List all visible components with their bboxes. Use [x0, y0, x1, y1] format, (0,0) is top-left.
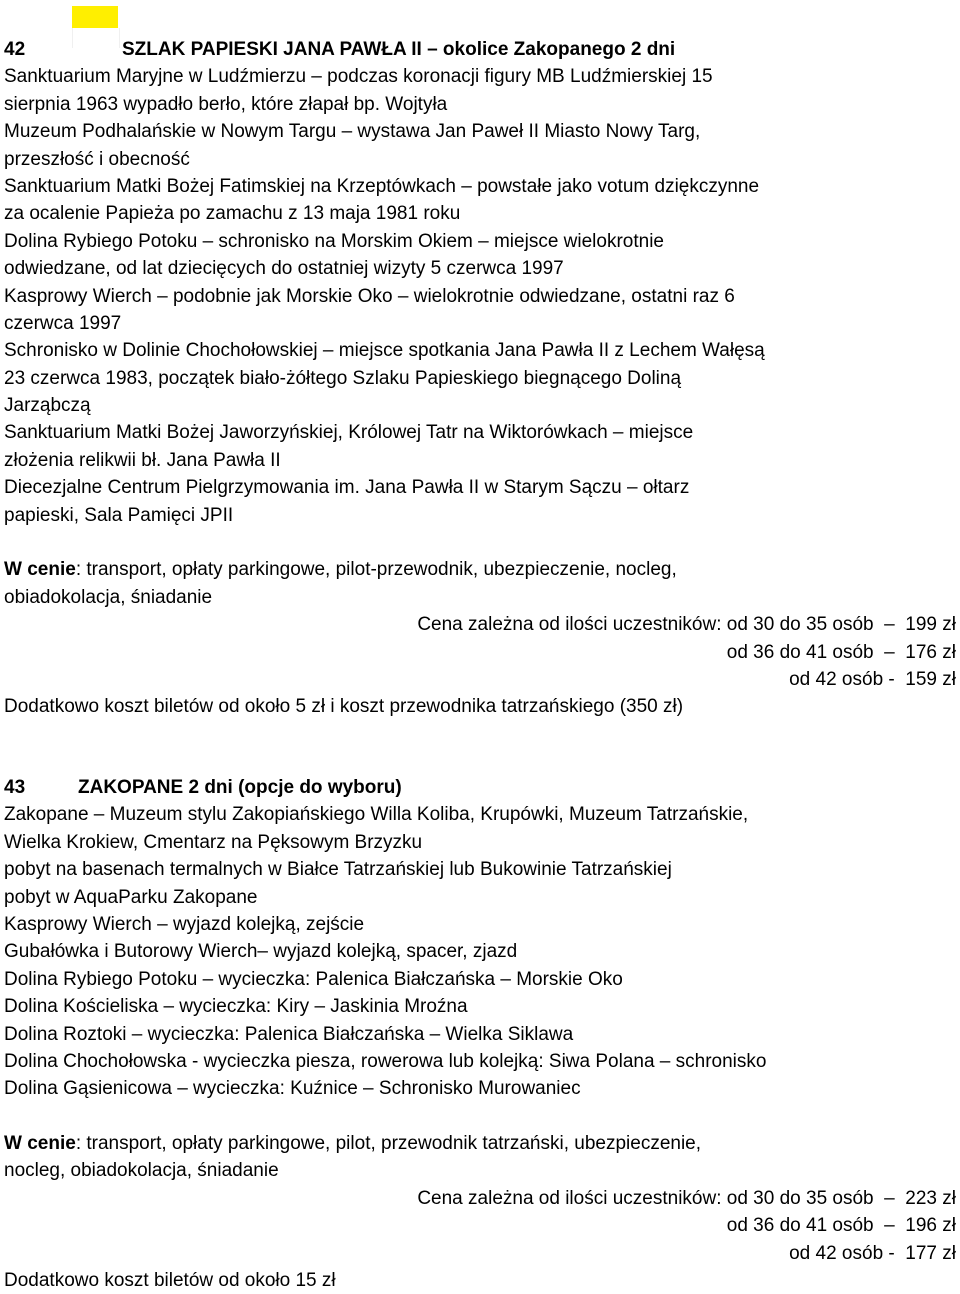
included-line-2: nocleg, obiadokolacja, śniadanie [4, 1160, 279, 1182]
description-line: Kasprowy Wierch – podobnie jak Morskie Oko – wielokrotnie odwiedzane, ostatni raz 6 [4, 285, 735, 307]
offer-43 [4, 774, 956, 1294]
offer-43-header [4, 774, 956, 801]
description-line: Dolina Rybiego Potoku – wycieczka: Palenica Białczańska – Morskie Oko [4, 968, 623, 990]
offer-number: 42 [4, 39, 26, 60]
included-line-2: obiadokolacja, śniadanie [4, 586, 213, 608]
description-line: Dolina Rybiego Potoku – schronisko na Morskim Okiem – miejsce wielokrotnie [4, 230, 664, 252]
offer-43-description [4, 801, 956, 1102]
description-line: Dolina Kościeliska – wycieczka: Kiry – Jaskinia Mroźna [4, 996, 468, 1018]
description-line: Sanktuarium Matki Bożej Jaworzyńskiej, Królowej Tatr na Wiktorówkach – miejsce [4, 422, 694, 444]
included-text: : transport, opłaty parkingowe, pilot, przewodnik tatrzański, ubezpieczenie, [75, 1133, 702, 1155]
offer-42-description [4, 63, 956, 529]
description-line: Sanktuarium Maryjne w Ludźmierzu – podczas koronacji figury MB Ludźmierskiej 15 [4, 66, 713, 88]
description-line: Dolina Chochołowska - wycieczka piesza, rowerowa lub kolejką: Siwa Polana – schronisko [4, 1050, 767, 1072]
description-line: Kasprowy Wierch – wyjazd kolejką, zejście [4, 913, 365, 935]
description-line: Zakopane – Muzeum stylu Zakopiańskiego Willa Koliba, Krupówki, Muzeum Tatrzańskie, [4, 804, 749, 826]
included-line [4, 1130, 956, 1157]
price-line: od 36 do 41 osób – 176 zł [726, 641, 956, 663]
marker-yellow-block [72, 6, 118, 28]
description-line: przeszłość i obecność [4, 148, 190, 170]
description-line: za ocalenie Papieża po zamachu z 13 maja 1981 roku [4, 203, 461, 225]
description-line: sierpnia 1963 wypadło berło, które złapał bp. Wojtyła [4, 93, 448, 115]
description-line: Sanktuarium Matki Bożej Fatimskiej na Krzeptówkach – powstałe jako votum dziękczynne [4, 175, 760, 197]
included-line [4, 556, 956, 583]
price-line: od 36 do 41 osób – 196 zł [726, 1215, 956, 1237]
description-line: czerwca 1997 [4, 312, 122, 334]
price-line: Cena zależna od ilości uczestników: od 30 do 35 osób – 223 zł [417, 1187, 956, 1209]
description-line: Jarząbczą [4, 395, 91, 417]
description-line: pobyt w AquaParku Zakopane [4, 886, 258, 908]
offer-number: 43 [4, 777, 26, 798]
description-line: Wielka Krokiew, Cmentarz na Pęksowym Brzyzku [4, 831, 423, 853]
offer-42-header [4, 36, 956, 63]
offer-title: ZAKOPANE 2 dni (opcje do wyboru) [78, 777, 402, 798]
description-line: papieski, Sala Pamięci JPII [4, 504, 234, 526]
description-line: Dolina Gąsienicowa – wycieczka: Kuźnice – Schronisko Murowaniec [4, 1078, 581, 1100]
offer-title: SZLAK PAPIESKI JANA PAWŁA II – okolice Zakopanego 2 dni [122, 39, 676, 60]
included-text: : transport, opłaty parkingowe, pilot-przewodnik, ubezpieczenie, nocleg, [75, 559, 677, 581]
price-line: od 42 osób - 177 zł [789, 1242, 956, 1264]
included-label: W cenie [4, 1133, 76, 1155]
description-line: Gubałówka i Butorowy Wierch– wyjazd kolejką, spacer, zjazd [4, 941, 518, 963]
description-line: złożenia relikwii bł. Jana Pawła II [4, 449, 281, 471]
included-label: W cenie [4, 559, 76, 581]
extra-costs: Dodatkowo koszt biletów od około 15 zł [4, 1270, 336, 1292]
price-line: Cena zależna od ilości uczestników: od 30 do 35 osób – 199 zł [417, 614, 956, 636]
description-line: pobyt na basenach termalnych w Białce Tatrzańskiej lub Bukowinie Tatrzańskiej [4, 859, 672, 881]
offer-42 [4, 36, 956, 721]
description-line: Schronisko w Dolinie Chochołowskiej – miejsce spotkania Jana Pawła II z Lechem Wałęsą [4, 340, 765, 362]
extra-costs: Dodatkowo koszt biletów od około 5 zł i koszt przewodnika tatrzańskiego (350 zł) [4, 696, 684, 718]
description-line: Diecezjalne Centrum Pielgrzymowania im. Jana Pawła II w Starym Sączu – ołtarz [4, 477, 690, 499]
price-line: od 42 osób - 159 zł [789, 668, 956, 690]
description-line: Dolina Roztoki – wycieczka: Palenica Białczańska – Wielka Siklawa [4, 1023, 574, 1045]
description-line: 23 czerwca 1983, początek biało-żółtego Szlaku Papieskiego biegnącego Doliną [4, 367, 682, 389]
description-line: odwiedzane, od lat dziecięcych do ostatniej wizyty 5 czerwca 1997 [4, 258, 564, 280]
description-line: Muzeum Podhalańskie w Nowym Targu – wystawa Jan Paweł II Miasto Nowy Targ, [4, 121, 701, 143]
